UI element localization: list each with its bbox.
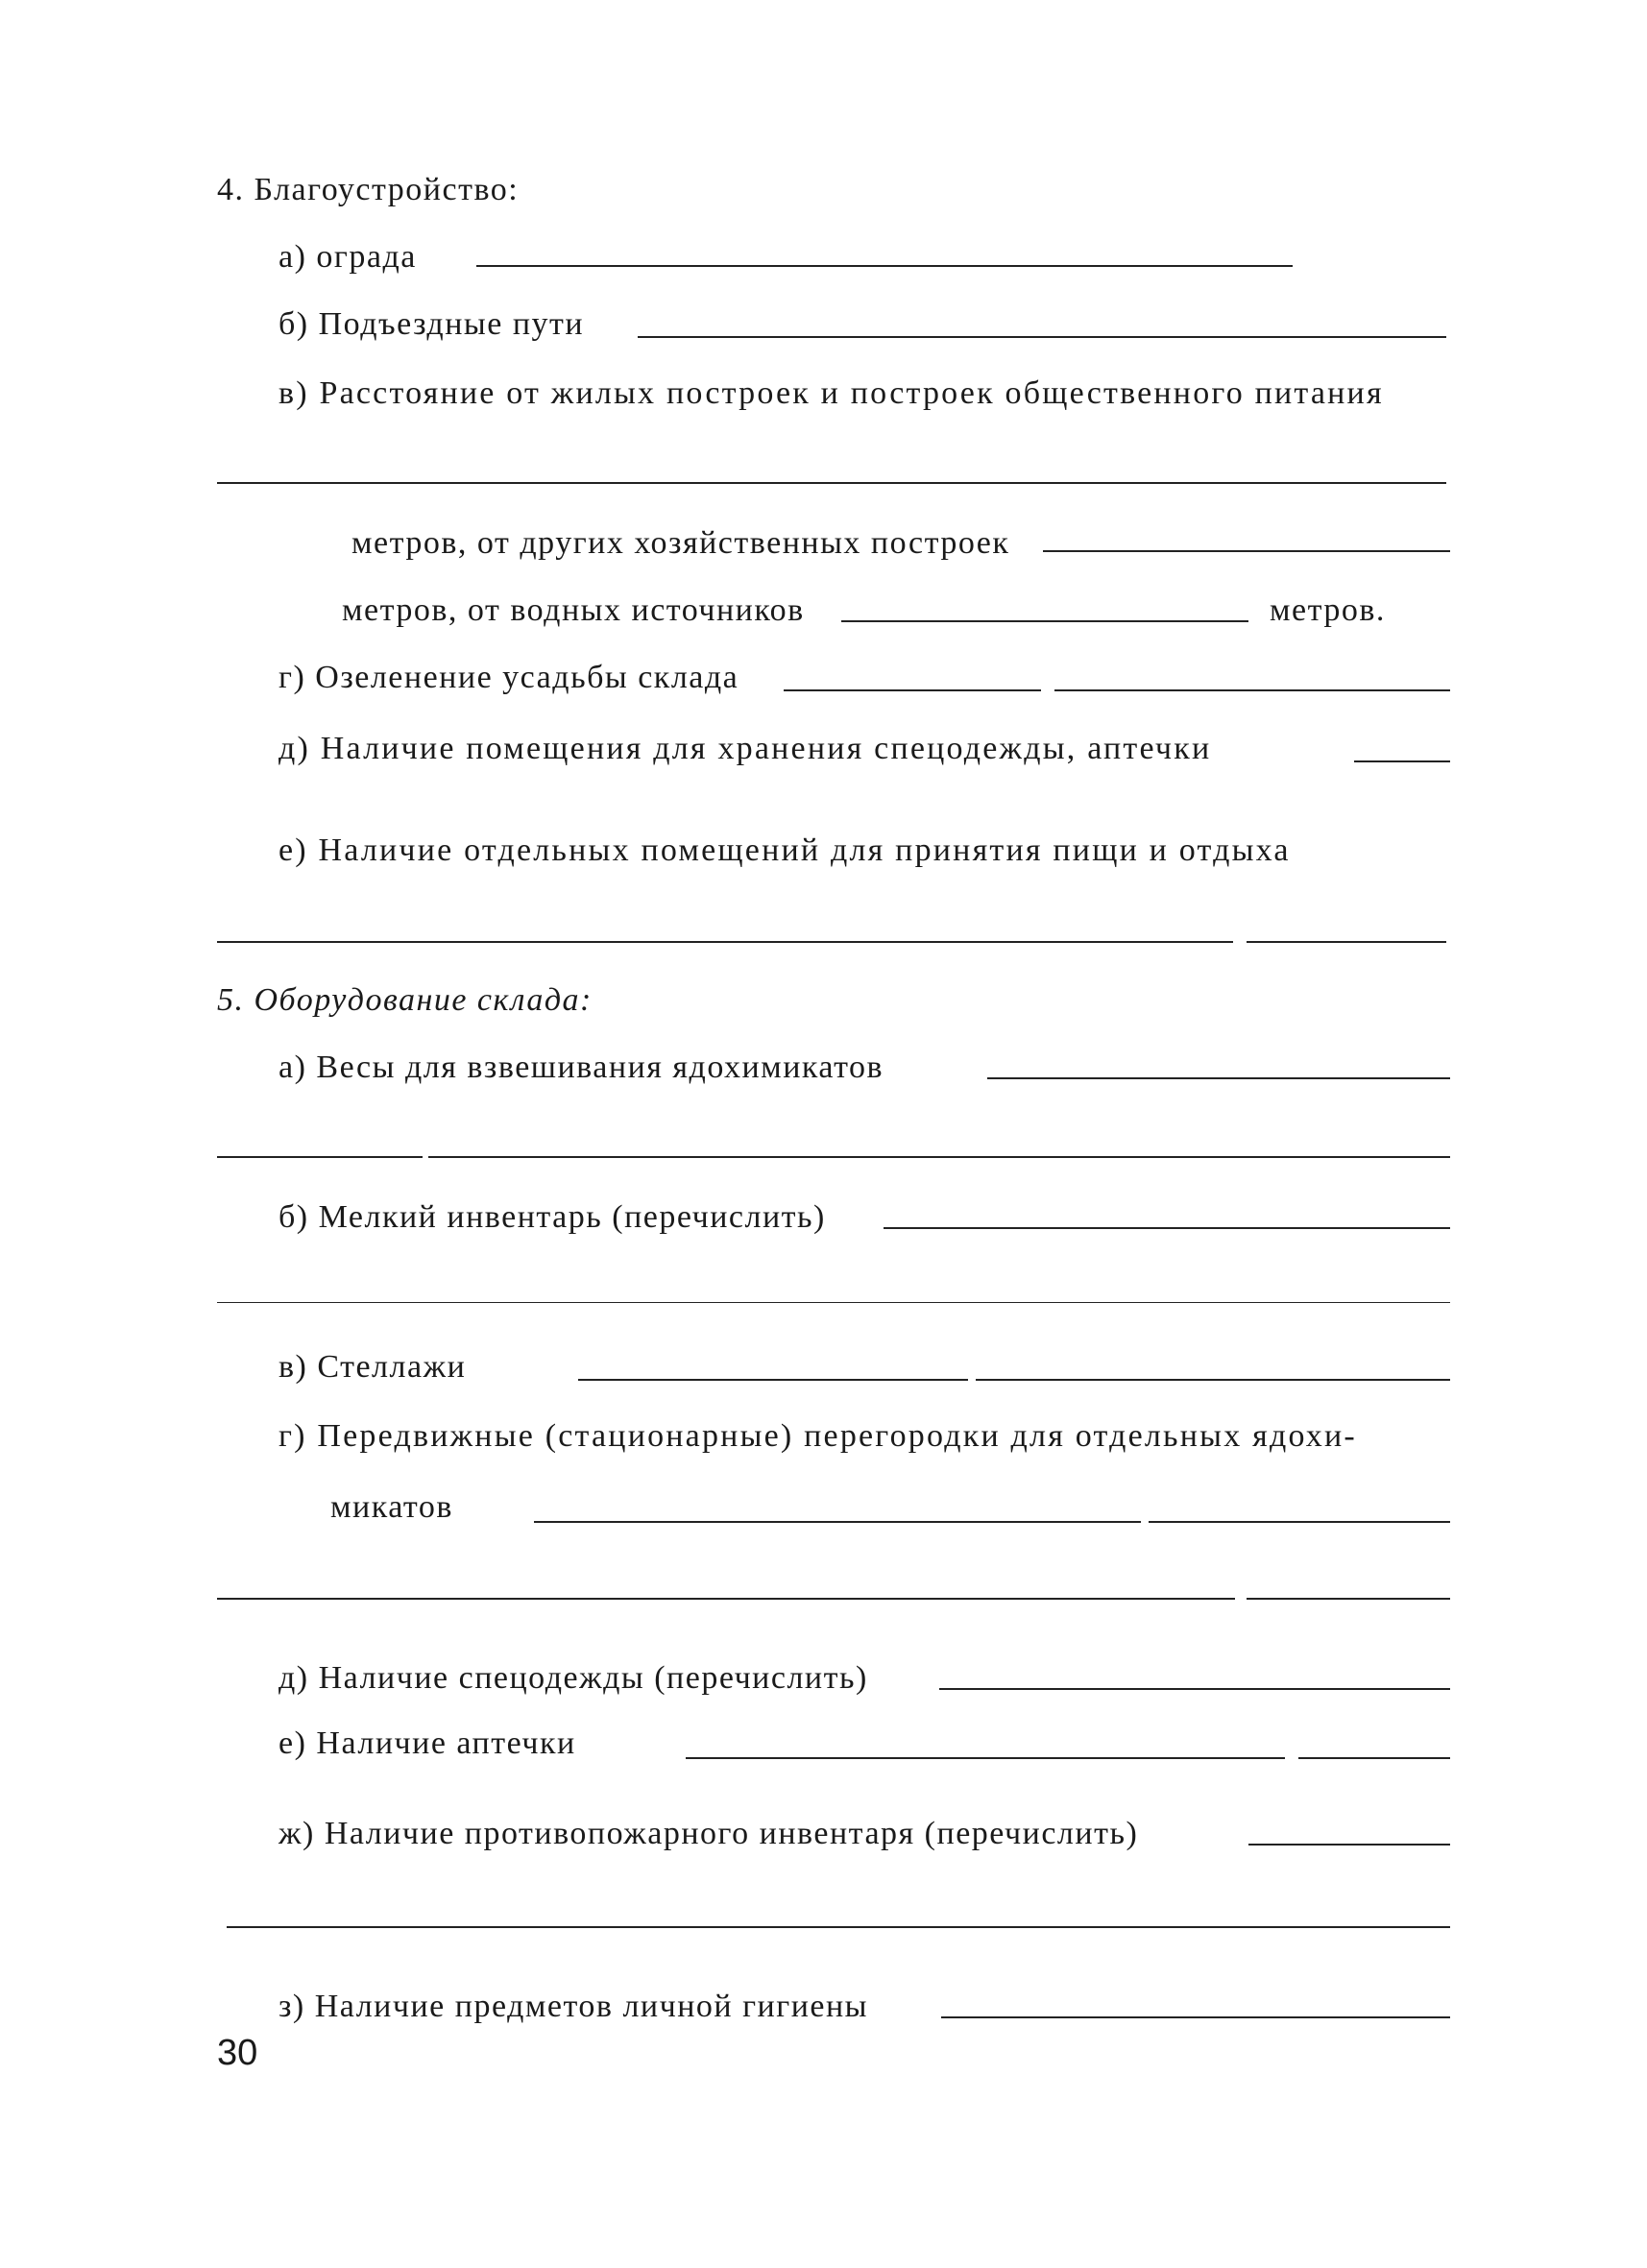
item-5g-field-2a[interactable] (217, 1598, 1235, 1600)
item-5g-field-a[interactable] (534, 1521, 1141, 1523)
item-5d-label: д) Наличие спецодежды (перечислить) (279, 1660, 868, 1696)
item-4v-label: в) Расстояние от жилых построек и построек общественного питания (279, 375, 1384, 411)
page-number: 30 (217, 2033, 258, 2073)
item-5e-label: е) Наличие аптечки (279, 1725, 576, 1761)
item-5v-field-b[interactable] (976, 1379, 1450, 1381)
item-5zh-field-2[interactable] (227, 1926, 1450, 1928)
item-4v-field-1[interactable] (217, 482, 1446, 484)
item-5e-field-a[interactable] (686, 1757, 1285, 1759)
item-4v-cont-3: метров. (1270, 592, 1386, 628)
item-4b-field[interactable] (638, 336, 1446, 338)
item-4v-field-3[interactable] (841, 620, 1248, 622)
item-5v-label: в) Стеллажи (279, 1349, 467, 1385)
item-5g-label-1: г) Передвижные (стационарные) перегородки для отдельных ядохи- (279, 1418, 1357, 1454)
item-4b-label: б) Подъездные пути (279, 306, 585, 342)
item-5a-field-2a[interactable] (217, 1156, 423, 1158)
item-5v-field-a[interactable] (578, 1379, 968, 1381)
item-5z-label: з) Наличие предметов личной гигиены (279, 1989, 869, 2024)
item-5b-label: б) Мелкий инвентарь (перечислить) (279, 1199, 826, 1235)
item-5b-field-2[interactable] (217, 1302, 1450, 1303)
item-5e-field-b[interactable] (1298, 1757, 1450, 1759)
item-4g-field-a[interactable] (784, 689, 1041, 691)
item-5g-field-b[interactable] (1149, 1521, 1450, 1523)
item-4e-label: е) Наличие отдельных помещений для принятия пищи и отдыха (279, 832, 1291, 868)
item-5b-field[interactable] (884, 1227, 1450, 1229)
item-5g-label-2: микатов (330, 1489, 453, 1525)
item-5zh-label: ж) Наличие противопожарного инвентаря (перечислить) (279, 1816, 1139, 1851)
item-5zh-field[interactable] (1248, 1844, 1450, 1846)
item-5g-field-2b[interactable] (1247, 1598, 1450, 1600)
item-4a-field[interactable] (476, 265, 1293, 267)
item-4v-cont-2: метров, от водных источников (342, 592, 805, 628)
item-4g-field-b[interactable] (1054, 689, 1450, 691)
item-4g-label: г) Озеленение усадьбы склада (279, 660, 739, 695)
section-4-heading: 4. Благоустройство: (217, 172, 520, 207)
item-4e-field-b[interactable] (1247, 941, 1446, 943)
item-5d-field[interactable] (939, 1688, 1450, 1690)
item-4e-field-a[interactable] (217, 941, 1233, 943)
item-4v-field-2[interactable] (1043, 550, 1450, 552)
item-4v-cont-1: метров, от других хозяйственных построек (351, 525, 1010, 561)
item-5a-field-2b[interactable] (428, 1156, 1450, 1158)
item-5a-label: а) Весы для взвешивания ядохимикатов (279, 1050, 884, 1085)
item-4d-field[interactable] (1354, 760, 1450, 762)
item-4d-label: д) Наличие помещения для хранения спецодежды, аптечки (279, 731, 1212, 766)
item-4a-label: а) ограда (279, 239, 417, 275)
item-5a-field[interactable] (987, 1077, 1450, 1079)
section-5-heading: 5. Оборудование склада: (217, 982, 593, 1018)
item-5z-field[interactable] (941, 2016, 1450, 2018)
